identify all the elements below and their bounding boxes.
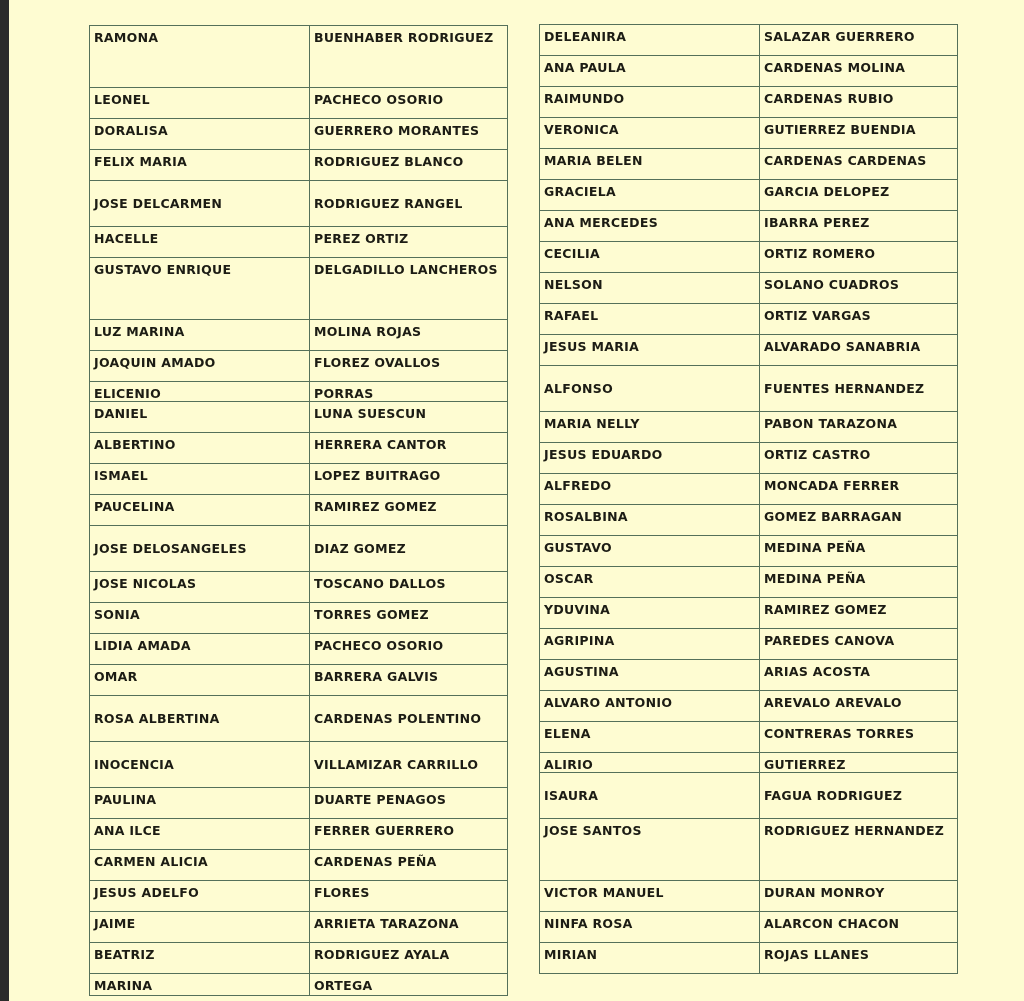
first-name-cell: JOAQUIN AMADO <box>90 351 310 382</box>
last-name-cell: FERRER GUERRERO <box>310 819 508 850</box>
first-name-cell: NELSON <box>540 273 760 304</box>
table-row <box>540 366 958 412</box>
table-row <box>540 722 958 753</box>
table-row <box>90 88 508 119</box>
table-row <box>90 227 508 258</box>
table-row <box>540 629 958 660</box>
last-name-cell: GUTIERREZ BUENDIA <box>760 118 958 149</box>
last-name-cell: MONCADA FERRER <box>760 474 958 505</box>
last-name-cell: ROJAS LLANES <box>760 943 958 974</box>
last-name-cell: DIAZ GOMEZ <box>310 526 508 572</box>
first-name-cell: MARIA NELLY <box>540 412 760 443</box>
first-name-cell: RAIMUNDO <box>540 87 760 118</box>
table-row <box>90 150 508 181</box>
table-row <box>90 974 508 996</box>
first-name-cell: ALFONSO <box>540 366 760 412</box>
table-row <box>540 819 958 881</box>
first-name-cell: JOSE SANTOS <box>540 819 760 881</box>
table-row <box>540 87 958 118</box>
last-name-cell: ORTIZ VARGAS <box>760 304 958 335</box>
table-row <box>540 273 958 304</box>
table-row <box>540 773 958 819</box>
table-row <box>90 881 508 912</box>
first-name-cell: OSCAR <box>540 567 760 598</box>
first-name-cell: CECILIA <box>540 242 760 273</box>
last-name-cell: FLORES <box>310 881 508 912</box>
first-name-cell: ALBERTINO <box>90 433 310 464</box>
table-row <box>540 149 958 180</box>
last-name-cell: LUNA SUESCUN <box>310 402 508 433</box>
first-name-cell: DELEANIRA <box>540 25 760 56</box>
first-name-cell: ALVARO ANTONIO <box>540 691 760 722</box>
last-name-cell: SALAZAR GUERRERO <box>760 25 958 56</box>
first-name-cell: AGRIPINA <box>540 629 760 660</box>
last-name-cell: ALVARADO SANABRIA <box>760 335 958 366</box>
table-row <box>540 598 958 629</box>
first-name-cell: FELIX MARIA <box>90 150 310 181</box>
last-name-cell: MEDINA PEÑA <box>760 536 958 567</box>
first-name-cell: INOCENCIA <box>90 742 310 788</box>
last-name-cell: GUTIERREZ <box>760 753 958 773</box>
first-name-cell: NINFA ROSA <box>540 912 760 943</box>
first-name-cell: ISAURA <box>540 773 760 819</box>
last-name-cell: ORTEGA <box>310 974 508 996</box>
table-row <box>540 474 958 505</box>
table-row <box>90 665 508 696</box>
first-name-cell: LIDIA AMADA <box>90 634 310 665</box>
last-name-cell: GARCIA DELOPEZ <box>760 180 958 211</box>
window-left-edge <box>0 0 9 1001</box>
first-name-cell: VERONICA <box>540 118 760 149</box>
last-name-cell: PORRAS <box>310 382 508 402</box>
table-row <box>540 536 958 567</box>
first-name-cell: JOSE DELCARMEN <box>90 181 310 227</box>
last-name-cell: ARIAS ACOSTA <box>760 660 958 691</box>
last-name-cell: PACHECO OSORIO <box>310 88 508 119</box>
table-row <box>540 443 958 474</box>
last-name-cell: CARDENAS PEÑA <box>310 850 508 881</box>
first-name-cell: ANA ILCE <box>90 819 310 850</box>
table-row <box>540 304 958 335</box>
first-name-cell: ELENA <box>540 722 760 753</box>
table-row <box>540 180 958 211</box>
first-name-cell: JESUS MARIA <box>540 335 760 366</box>
first-name-cell: CARMEN ALICIA <box>90 850 310 881</box>
table-row <box>90 634 508 665</box>
table-row <box>540 118 958 149</box>
last-name-cell: RODRIGUEZ AYALA <box>310 943 508 974</box>
table-row <box>90 943 508 974</box>
table-row <box>540 660 958 691</box>
last-name-cell: MEDINA PEÑA <box>760 567 958 598</box>
first-name-cell: VICTOR MANUEL <box>540 881 760 912</box>
table-row <box>90 850 508 881</box>
last-name-cell: PACHECO OSORIO <box>310 634 508 665</box>
last-name-cell: RAMIREZ GOMEZ <box>760 598 958 629</box>
table-row <box>90 696 508 742</box>
table-row <box>540 211 958 242</box>
last-name-cell: CARDENAS CARDENAS <box>760 149 958 180</box>
table-row <box>90 26 508 88</box>
table-row <box>90 258 508 320</box>
table-row <box>90 495 508 526</box>
table-row <box>90 464 508 495</box>
first-name-cell: JESUS EDUARDO <box>540 443 760 474</box>
table-row <box>540 25 958 56</box>
last-name-cell: FUENTES HERNANDEZ <box>760 366 958 412</box>
table-row <box>540 56 958 87</box>
last-name-cell: BUENHABER RODRIGUEZ <box>310 26 508 88</box>
table-row <box>90 382 508 402</box>
last-name-cell: TORRES GOMEZ <box>310 603 508 634</box>
last-name-cell: ORTIZ ROMERO <box>760 242 958 273</box>
first-name-cell: ALFREDO <box>540 474 760 505</box>
last-name-cell: CARDENAS RUBIO <box>760 87 958 118</box>
first-name-cell: BEATRIZ <box>90 943 310 974</box>
table-row <box>540 335 958 366</box>
table-row <box>540 412 958 443</box>
first-name-cell: ELICENIO <box>90 382 310 402</box>
table-row <box>90 526 508 572</box>
last-name-cell: MOLINA ROJAS <box>310 320 508 351</box>
last-name-cell: RAMIREZ GOMEZ <box>310 495 508 526</box>
last-name-cell: CARDENAS POLENTINO <box>310 696 508 742</box>
first-name-cell: ROSA ALBERTINA <box>90 696 310 742</box>
first-name-cell: YDUVINA <box>540 598 760 629</box>
last-name-cell: AREVALO AREVALO <box>760 691 958 722</box>
last-name-cell: DURAN MONROY <box>760 881 958 912</box>
first-name-cell: OMAR <box>90 665 310 696</box>
names-table-right-body <box>540 25 958 974</box>
last-name-cell: CARDENAS MOLINA <box>760 56 958 87</box>
last-name-cell: LOPEZ BUITRAGO <box>310 464 508 495</box>
last-name-cell: DELGADILLO LANCHEROS <box>310 258 508 320</box>
first-name-cell: JOSE NICOLAS <box>90 572 310 603</box>
last-name-cell: IBARRA PEREZ <box>760 211 958 242</box>
table-row <box>90 181 508 227</box>
first-name-cell: ISMAEL <box>90 464 310 495</box>
names-table-right <box>539 24 958 974</box>
last-name-cell: VILLAMIZAR CARRILLO <box>310 742 508 788</box>
table-row <box>90 572 508 603</box>
first-name-cell: GRACIELA <box>540 180 760 211</box>
last-name-cell: DUARTE PENAGOS <box>310 788 508 819</box>
first-name-cell: MARINA <box>90 974 310 996</box>
last-name-cell: PAREDES CANOVA <box>760 629 958 660</box>
last-name-cell: ORTIZ CASTRO <box>760 443 958 474</box>
table-row <box>90 433 508 464</box>
last-name-cell: ARRIETA TARAZONA <box>310 912 508 943</box>
table-row <box>90 402 508 433</box>
table-row <box>540 567 958 598</box>
table-row <box>540 943 958 974</box>
names-table-left-body <box>90 26 508 996</box>
first-name-cell: GUSTAVO <box>540 536 760 567</box>
first-name-cell: PAULINA <box>90 788 310 819</box>
table-row <box>90 320 508 351</box>
first-name-cell: ALIRIO <box>540 753 760 773</box>
first-name-cell: JAIME <box>90 912 310 943</box>
last-name-cell: CONTRERAS TORRES <box>760 722 958 753</box>
table-row <box>540 881 958 912</box>
table-row <box>90 119 508 150</box>
last-name-cell: PEREZ ORTIZ <box>310 227 508 258</box>
first-name-cell: LEONEL <box>90 88 310 119</box>
last-name-cell: RODRIGUEZ HERNANDEZ <box>760 819 958 881</box>
last-name-cell: TOSCANO DALLOS <box>310 572 508 603</box>
last-name-cell: RODRIGUEZ RANGEL <box>310 181 508 227</box>
last-name-cell: FLOREZ OVALLOS <box>310 351 508 382</box>
first-name-cell: ANA MERCEDES <box>540 211 760 242</box>
last-name-cell: BARRERA GALVIS <box>310 665 508 696</box>
table-row <box>90 351 508 382</box>
table-row <box>90 742 508 788</box>
first-name-cell: ANA PAULA <box>540 56 760 87</box>
first-name-cell: GUSTAVO ENRIQUE <box>90 258 310 320</box>
first-name-cell: DORALISA <box>90 119 310 150</box>
first-name-cell: MIRIAN <box>540 943 760 974</box>
first-name-cell: DANIEL <box>90 402 310 433</box>
names-table-left <box>89 25 508 996</box>
table-row <box>540 242 958 273</box>
last-name-cell: GOMEZ BARRAGAN <box>760 505 958 536</box>
first-name-cell: AGUSTINA <box>540 660 760 691</box>
table-row <box>90 603 508 634</box>
table-row <box>90 788 508 819</box>
table-row <box>540 753 958 773</box>
first-name-cell: RAFAEL <box>540 304 760 335</box>
last-name-cell: ALARCON CHACON <box>760 912 958 943</box>
first-name-cell: JESUS ADELFO <box>90 881 310 912</box>
table-row <box>90 912 508 943</box>
first-name-cell: LUZ MARINA <box>90 320 310 351</box>
table-row <box>540 505 958 536</box>
first-name-cell: HACELLE <box>90 227 310 258</box>
last-name-cell: HERRERA CANTOR <box>310 433 508 464</box>
table-row <box>540 912 958 943</box>
first-name-cell: JOSE DELOSANGELES <box>90 526 310 572</box>
table-row <box>540 691 958 722</box>
first-name-cell: ROSALBINA <box>540 505 760 536</box>
first-name-cell: MARIA BELEN <box>540 149 760 180</box>
last-name-cell: RODRIGUEZ BLANCO <box>310 150 508 181</box>
first-name-cell: RAMONA <box>90 26 310 88</box>
last-name-cell: GUERRERO MORANTES <box>310 119 508 150</box>
first-name-cell: SONIA <box>90 603 310 634</box>
last-name-cell: FAGUA RODRIGUEZ <box>760 773 958 819</box>
first-name-cell: PAUCELINA <box>90 495 310 526</box>
last-name-cell: SOLANO CUADROS <box>760 273 958 304</box>
table-row <box>90 819 508 850</box>
last-name-cell: PABON TARAZONA <box>760 412 958 443</box>
